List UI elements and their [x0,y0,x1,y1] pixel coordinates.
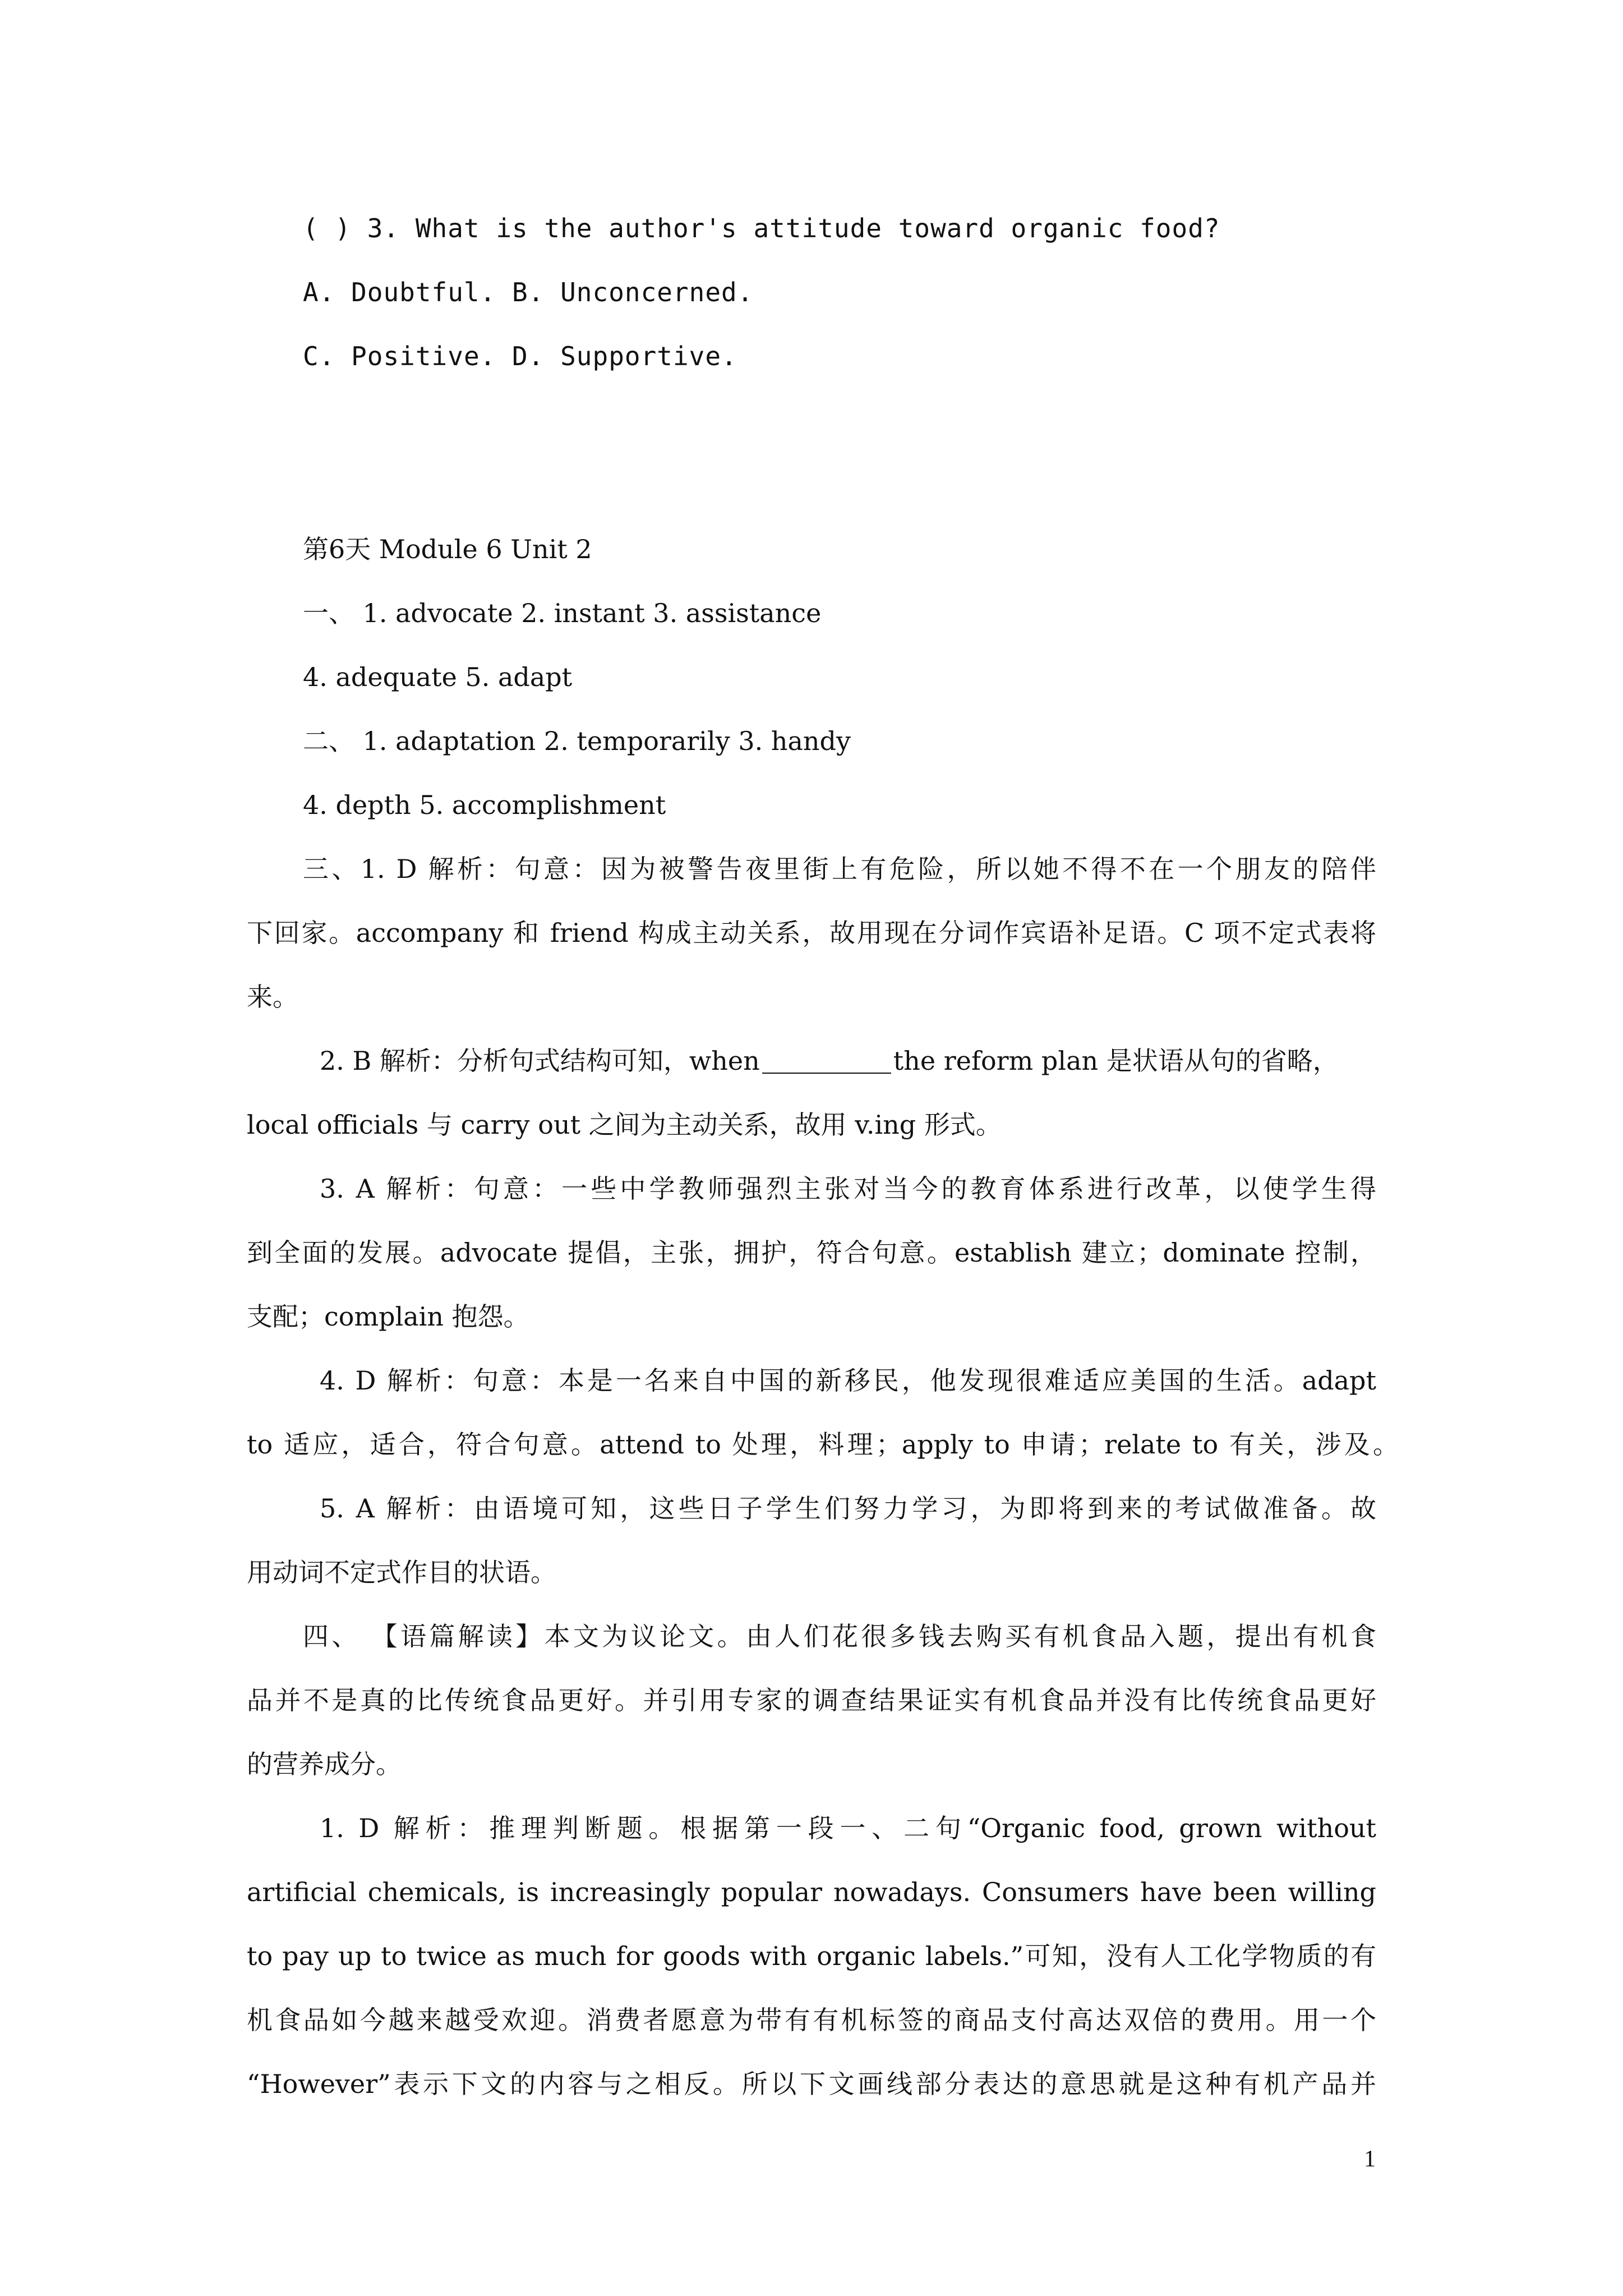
section-3-item-2-text-before-blank: 2. B 解析：分析句式结构可知，when [320,1046,760,1076]
question-3-options-cd: C. Positive. D. Supportive. [303,341,737,371]
section-4-intro-line-3: 的营养成分。 [247,1749,402,1779]
question-3-options-ab: A. Doubtful. B. Unconcerned. [303,277,754,307]
section-1-line-2: 4. adequate 5. adapt [303,662,573,692]
page-number: 1 [1364,2146,1376,2172]
section-3-item-2-line-1 [320,1048,1339,1074]
section-4-item-1-line-5: “However”表示下文的内容与之相反。所以下文画线部分表达的意思就是这种有机产品并 [247,2071,1376,2099]
section-4-intro-line-1: 四、 【语篇解读】本文为议论文。由人们花很多钱去购买有机食品入题，提出有机食 [303,1623,1376,1651]
section-3-item-4-line-1: 4. D 解析：句意：本是一名来自中国的新移民，他发现很难适应美国的生活。adapt [320,1368,1376,1396]
section-3-item-3-line-1: 3. A 解析：句意：一些中学教师强烈主张对当今的教育体系进行改革，以使学生得 [320,1176,1376,1204]
section-3-item-5-line-2: 用动词不定式作目的状语。 [247,1557,556,1588]
day-heading: 第6天 Module 6 Unit 2 [303,534,592,564]
section-3-item-1-line-1: 三、1. D 解析：句意：因为被警告夜里街上有危险，所以她不得不在一个朋友的陪伴 [303,856,1376,884]
section-3-item-5-line-1: 5. A 解析：由语境可知，这些日子学生们努力学习，为即将到来的考试做准备。故 [320,1496,1376,1524]
section-3-item-2-text-after-blank: the reform plan 是状语从句的省略， [893,1046,1339,1076]
section-1-line-1: 一、 1. advocate 2. instant 3. assistance [303,598,822,628]
section-2-line-2: 4. depth 5. accomplishment [303,790,666,820]
section-4-item-1-line-1: 1. D 解析：推理判断题。根据第一段一、二句“Organic food, grown without [320,1815,1376,1843]
section-4-item-1-line-2: artificial chemicals, is increasingly popular nowadays. Consumers have been willing [247,1879,1376,1907]
section-3-item-4-line-2: to 适应，适合，符合句意。attend to 处理，料理；apply to 申请；relate to 有关，涉及。 [247,1432,1399,1460]
section-3-item-1-line-3: 来。 [247,982,298,1012]
section-3-item-3-line-3: 支配；complain 抱怨。 [247,1301,529,1332]
section-3-item-1-line-2: 下回家。accompany 和 friend 构成主动关系，故用现在分词作宾语补足语。C 项不定式表将 [247,920,1376,948]
section-3-item-2-line-2: local officials 与 carry out 之间为主动关系，故用 v.ing 形式。 [247,1110,1002,1140]
answer-blank [762,1050,891,1074]
section-4-item-1-line-4: 机食品如今越来越受欢迎。消费者愿意为带有有机标签的商品支付高达双倍的费用。用一个 [247,2007,1376,2035]
section-3-item-3-line-2: 到全面的发展。advocate 提倡，主张，拥护，符合句意。establish 建立；dominate 控制， [247,1240,1376,1268]
section-4-intro-line-2: 品并不是真的比传统食品更好。并引用专家的调查结果证实有机食品并没有比传统食品更好 [247,1687,1376,1715]
section-2-line-1: 二、 1. adaptation 2. temporarily 3. handy [303,726,851,756]
section-4-item-1-line-3: to pay up to twice as much for goods with organic labels.”可知，没有人工化学物质的有 [247,1943,1376,1971]
question-3-stem: ( ) 3. What is the author's attitude toward organic food? [303,213,1220,243]
